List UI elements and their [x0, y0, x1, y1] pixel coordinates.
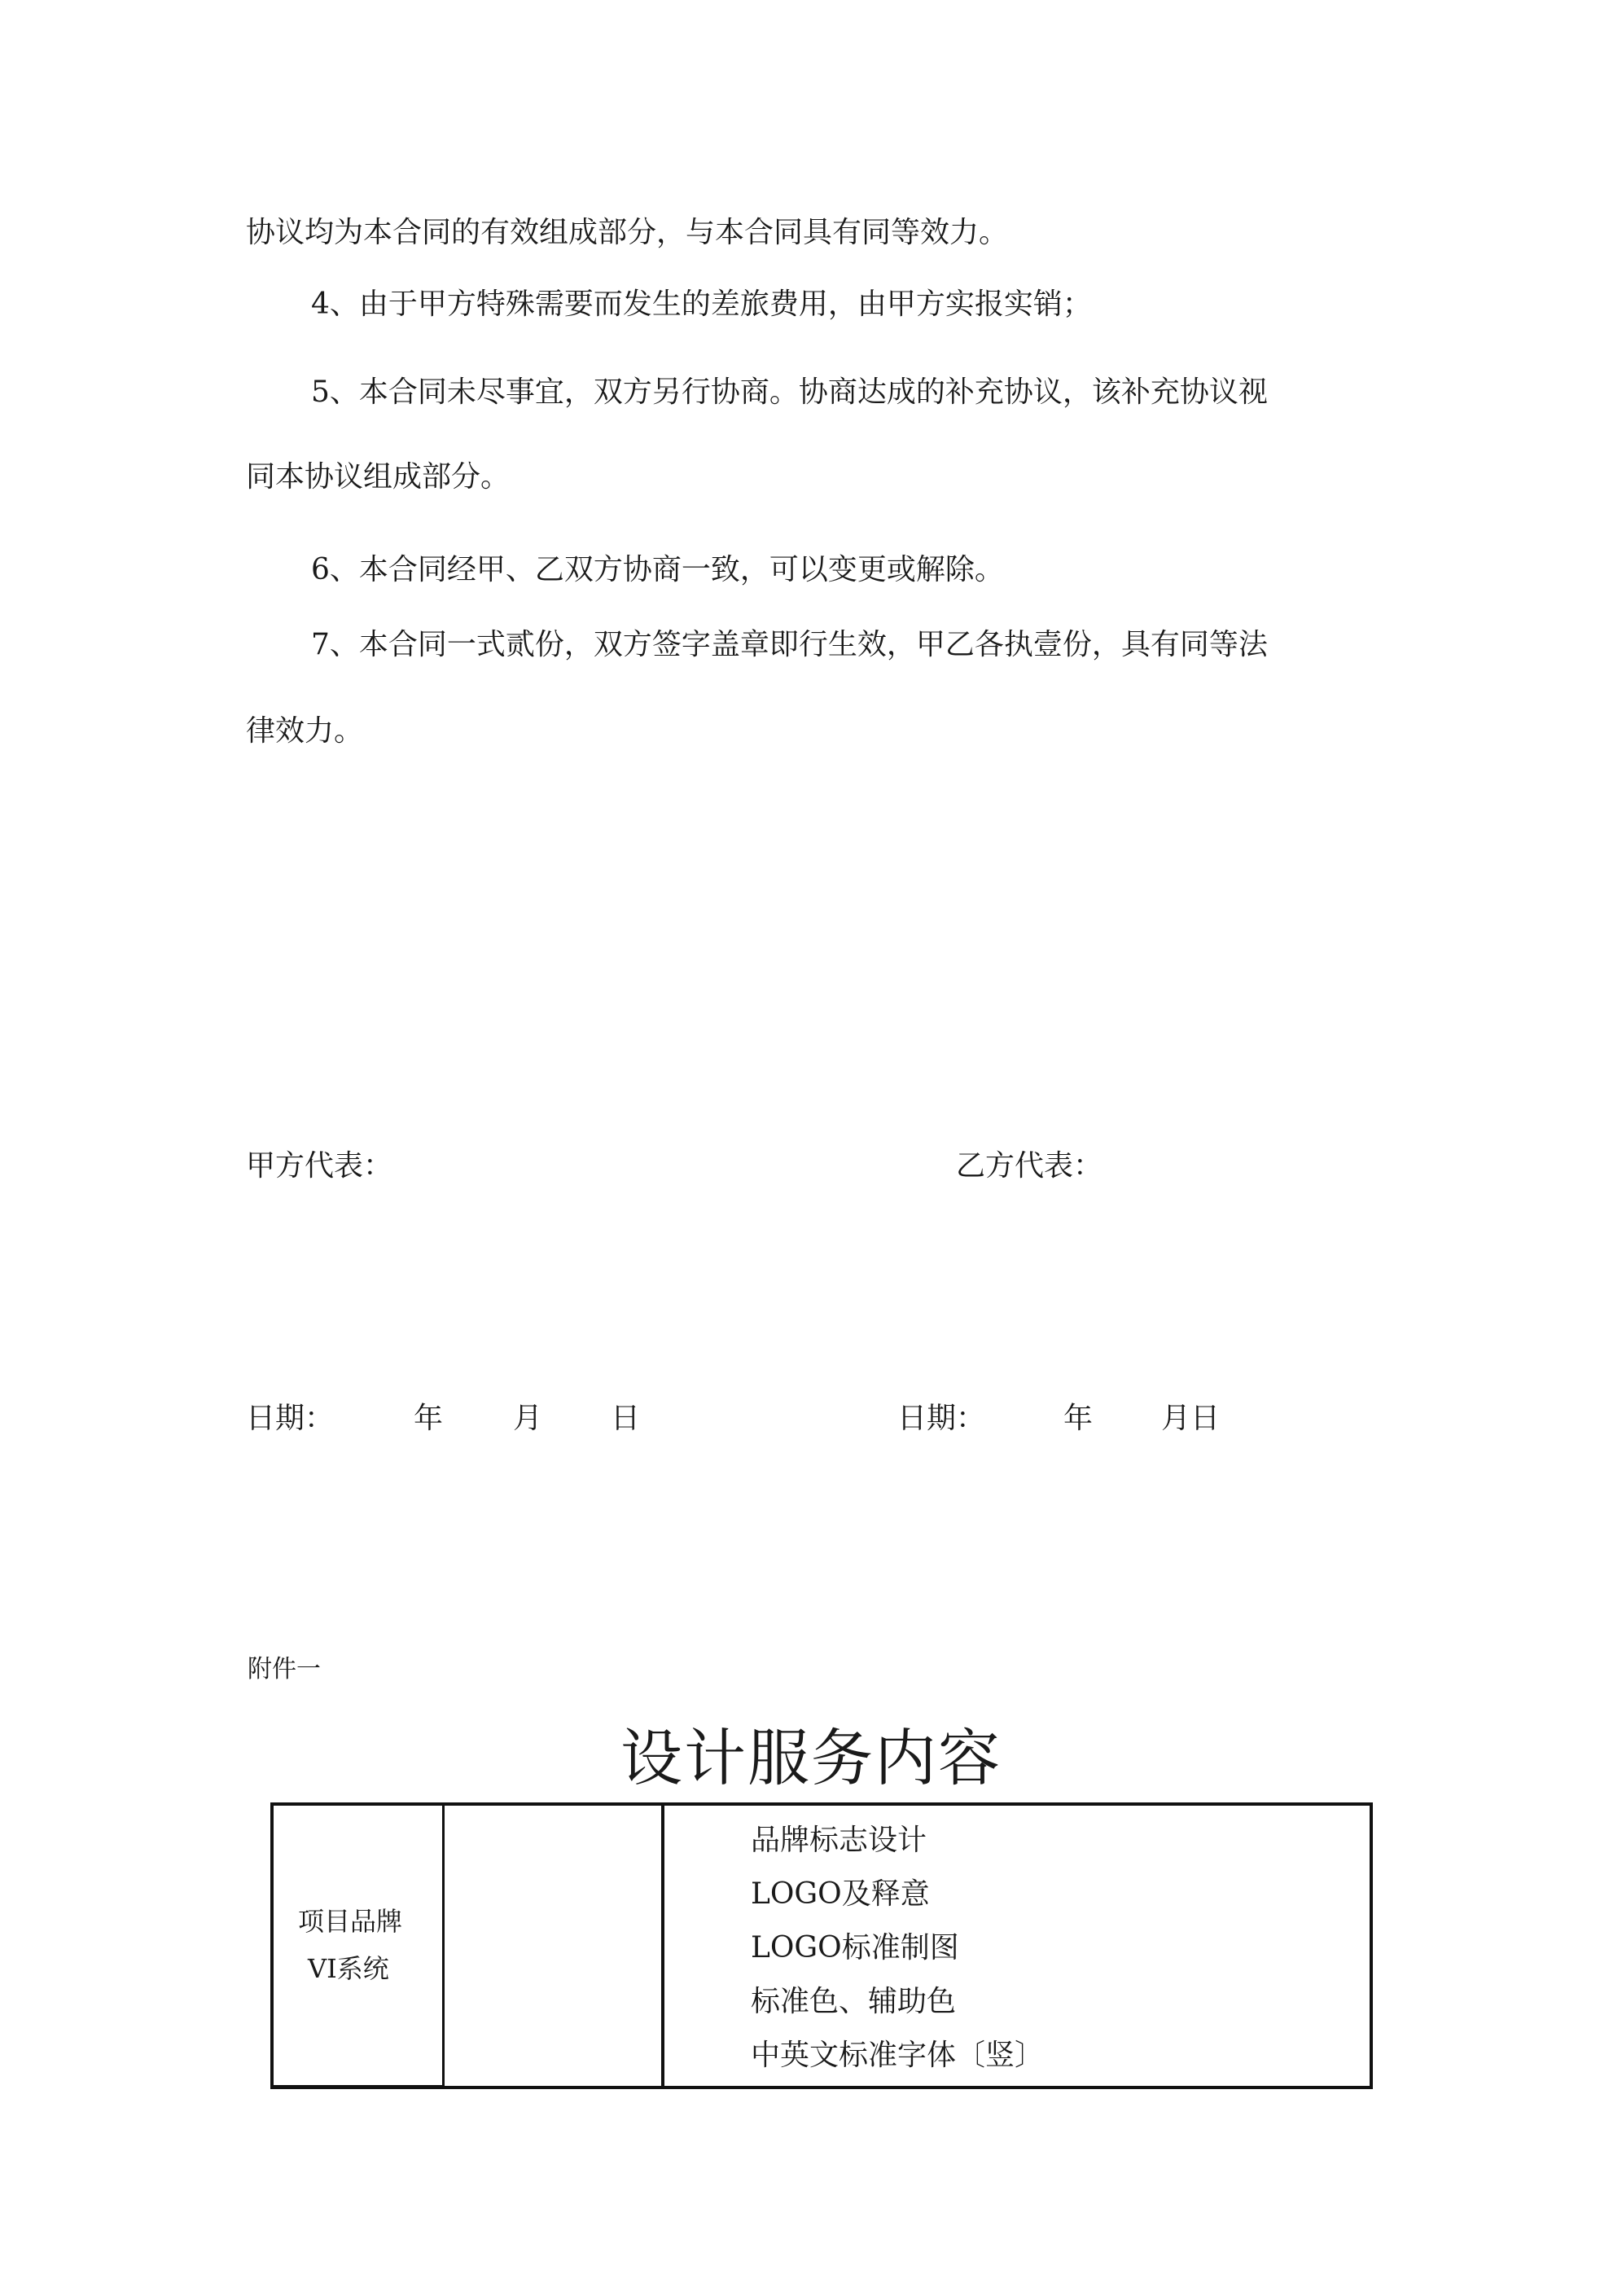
- party-b-representative: 乙方代表：: [956, 1149, 1103, 1183]
- category-line-1: 项目品牌: [298, 1906, 403, 1937]
- date-b-monthday: 月日: [1161, 1402, 1221, 1435]
- party-a-representative: 甲方代表：: [246, 1149, 393, 1183]
- date-b-label: 日期：: [897, 1402, 986, 1435]
- body-line-7: 律效力。: [246, 714, 364, 748]
- body-line-1: 协议均为本合同的有效组成部分，与本合同具有同等效力。: [246, 216, 1009, 249]
- date-a-day: 日: [611, 1402, 641, 1435]
- body-line-5: 6、本合同经甲、乙双方协商一致，可以变更或解除。: [311, 553, 1004, 586]
- blank-cell: [445, 1806, 664, 2089]
- section-title: 设计服务内容: [620, 1722, 1002, 1794]
- service-item: 中英文标准字体〔竖〕: [751, 2039, 1045, 2072]
- date-a-label: 日期：: [246, 1402, 335, 1435]
- date-a-year: 年: [414, 1402, 444, 1435]
- service-item: LOGO标准制图: [751, 1931, 959, 1965]
- body-line-6: 7、本合同一式贰份，双方签字盖章即行生效，甲乙各执壹份，具有同等法: [311, 628, 1268, 661]
- design-services-table: [270, 1802, 1373, 2089]
- date-a-month: 月: [513, 1402, 543, 1435]
- body-line-2: 4、由于甲方特殊需要而发生的差旅费用，由甲方实报实销；: [311, 288, 1092, 321]
- service-item: LOGO及释意: [751, 1877, 930, 1911]
- category-cell: [274, 1806, 445, 2089]
- service-item: 品牌标志设计: [751, 1824, 927, 1857]
- service-items-list: [751, 1814, 1044, 2083]
- body-line-4: 同本协议组成部分。: [246, 460, 511, 494]
- date-b-year: 年: [1063, 1402, 1094, 1435]
- service-item: 标准色、辅助色: [751, 1985, 957, 2018]
- category-line-2: VI系统: [308, 1953, 389, 1984]
- attachment-label: 附件一: [248, 1655, 321, 1684]
- body-line-3: 5、本合同未尽事宜，双方另行协商。协商达成的补充协议，该补充协议视: [311, 375, 1268, 409]
